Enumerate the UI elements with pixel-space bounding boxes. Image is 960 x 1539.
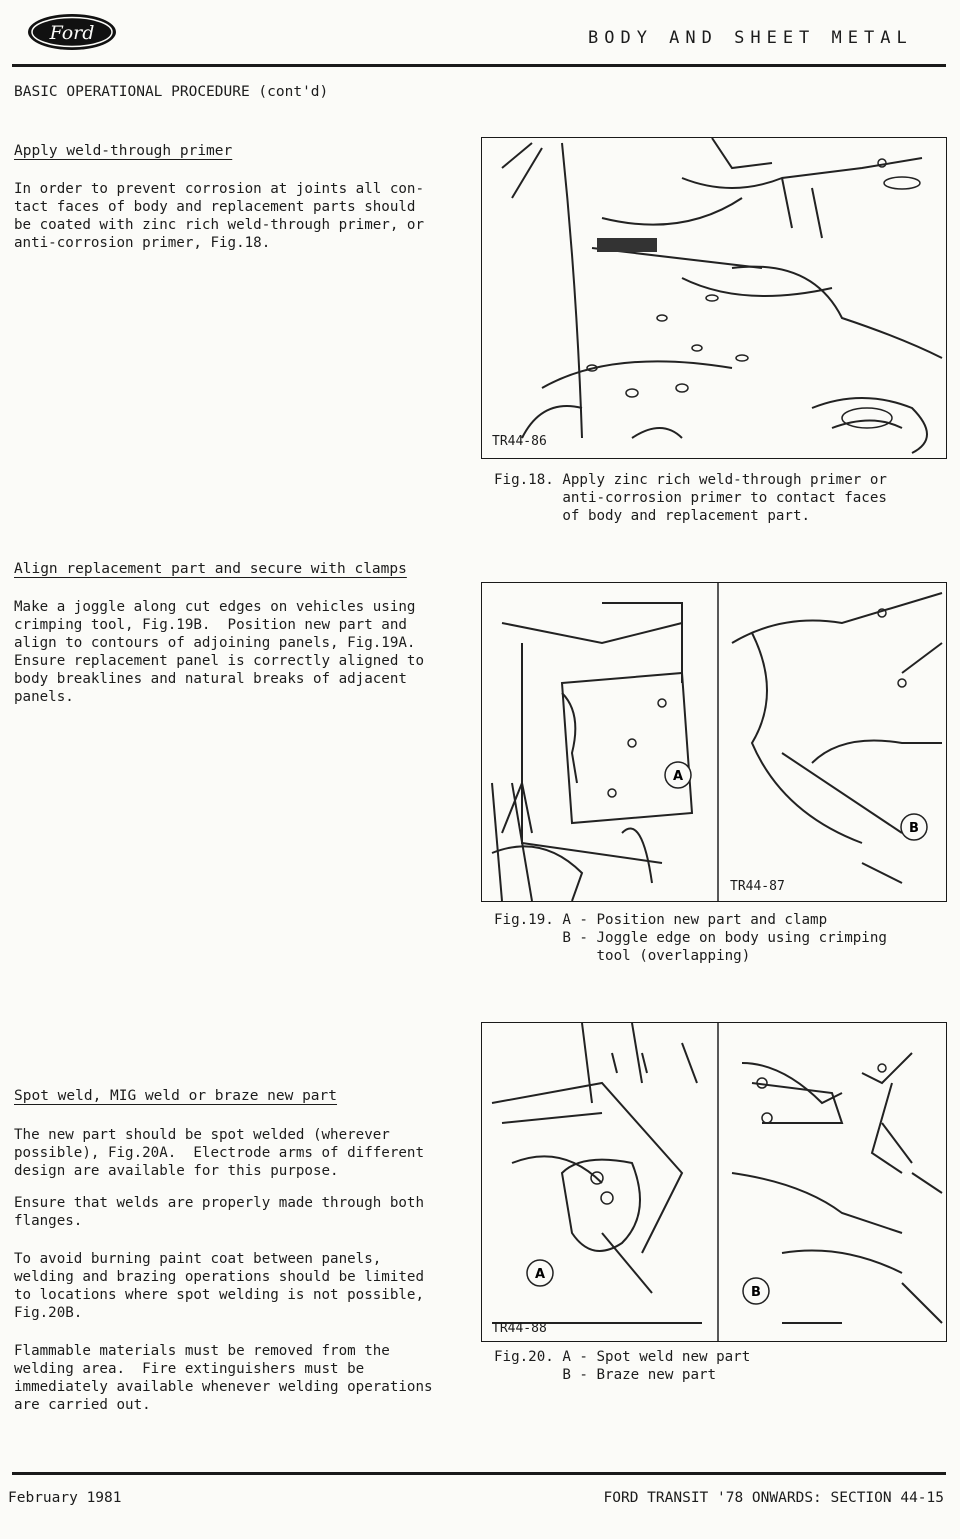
figure-20-caption: Fig.20. A - Spot weld new part B - Braze new part xyxy=(494,1349,751,1383)
section-text-primer: In order to prevent corrosion at joints all con- tact faces of body and replacement parts should be coated with zinc rich weld-through primer, or anti-corrosion primer, Fig.18. xyxy=(14,181,424,251)
ford-logo-text: Ford xyxy=(49,22,95,44)
section-text-weld-1: The new part should be spot welded (wherever possible), Fig.20A. Electrode arms of different design are available for this purpose. xyxy=(14,1127,424,1179)
section-heading-align: Align replacement part and secure with clamps xyxy=(14,561,407,577)
figure-20-callout-b: B xyxy=(751,1285,761,1300)
header-title: BODY AND SHEET METAL xyxy=(588,28,913,48)
figure-19-ref: TR44-87 xyxy=(730,879,785,894)
figure-19-caption: Fig.19. A - Position new part and clamp B - Joggle edge on body using crimping tool (overlapping) xyxy=(494,912,887,964)
figure-20-illustration xyxy=(481,1022,947,1342)
figure-18-caption: Fig.18. Apply zinc rich weld-through primer or anti-corrosion primer to contact faces of body and replacement part. xyxy=(494,472,887,524)
figure-18-illustration xyxy=(481,137,947,459)
figure-19-illustration xyxy=(481,582,947,902)
section-text-weld-4: Flammable materials must be removed from the welding area. Fire extinguishers must be immediately available whenever welding operations are carried out. xyxy=(14,1343,433,1413)
section-heading-primer: Apply weld-through primer xyxy=(14,143,233,159)
section-text-align: Make a joggle along cut edges on vehicles using crimping tool, Fig.19B. Position new part and align to contours of adjoining panels, Fig.19A. Ensure replacement panel is correctly aligned to body breaklines and natural breaks of adjacent panels. xyxy=(14,599,424,705)
figure-20-callout-a: A xyxy=(534,1267,546,1282)
footer-section: FORD TRANSIT '78 ONWARDS: SECTION 44-15 xyxy=(603,1490,944,1506)
section-text-weld-2: Ensure that welds are properly made through both flanges. xyxy=(14,1195,424,1229)
page-subtitle: BASIC OPERATIONAL PROCEDURE (cont'd) xyxy=(14,84,329,100)
figure-19-callout-a: A xyxy=(672,769,684,784)
figure-20-ref: TR44-88 xyxy=(492,1321,547,1336)
figure-19-callout-b: B xyxy=(909,821,919,836)
section-text-weld-3: To avoid burning paint coat between panels, welding and brazing operations should be limited to locations where spot welding is not possible, Fig.20B. xyxy=(14,1251,424,1321)
footer-rule xyxy=(12,1472,946,1475)
ford-logo xyxy=(26,12,118,52)
header-rule xyxy=(12,64,946,67)
footer-date: February 1981 xyxy=(8,1490,122,1506)
figure-18-ref: TR44-86 xyxy=(492,434,547,449)
section-heading-weld: Spot weld, MIG weld or braze new part xyxy=(14,1088,338,1104)
